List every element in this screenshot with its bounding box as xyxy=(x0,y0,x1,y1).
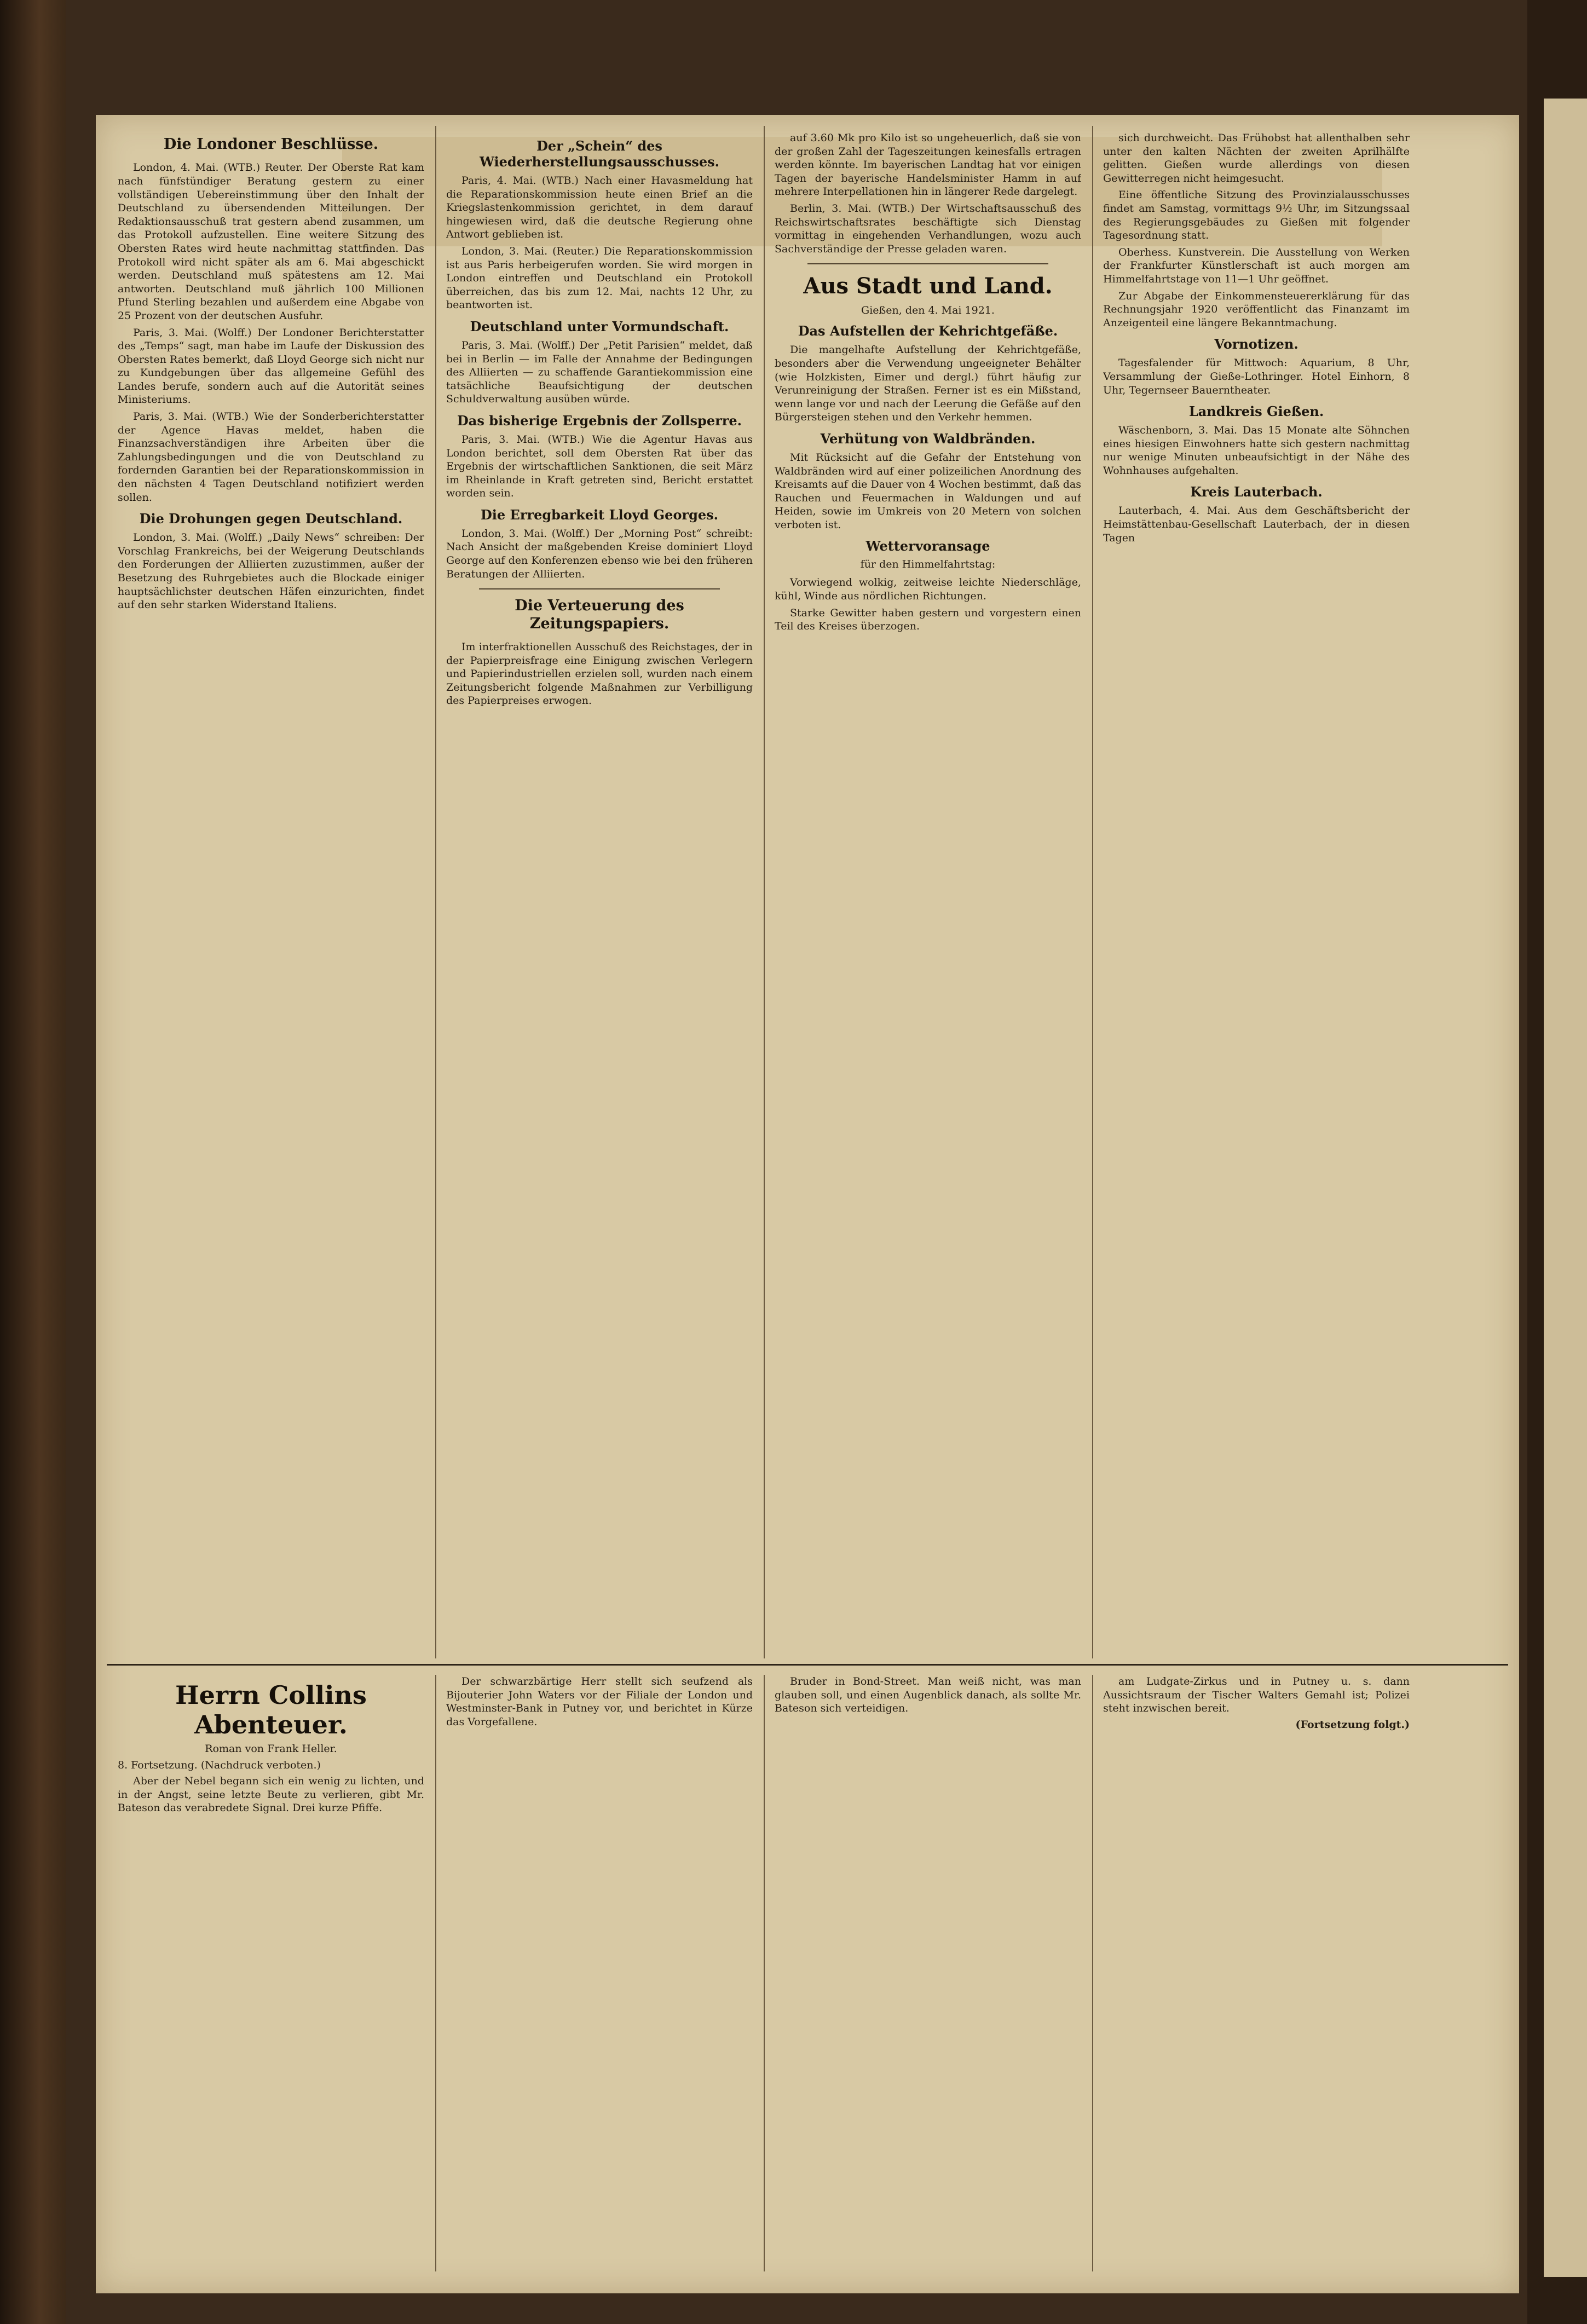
article-heading: Landkreis Gießen. xyxy=(1188,403,1324,420)
article-paragraph: Zur Abgabe der Einkommensteuererklärung für das Rechnungsjahr 1920 veröffentlicht das Finanzamt im Anzeigenteil eine längere Bekanntmachung. xyxy=(1103,290,1410,329)
serial-column-1 xyxy=(118,1675,424,2277)
column-rule xyxy=(435,126,436,1658)
separator-rule xyxy=(479,588,720,589)
column-4 xyxy=(1103,131,1410,1658)
article-paragraph: London, 3. Mai. (Wolff.) „Daily News“ schreiben: Der Vorschlag Frankreichs, bei der Weigerung Deutschlands den Forderungen der Alliierten zuzustimmen, außer der Besetzung des Ruhrgebietes auch die Blockade einiger hauptsächlichster deutschen Häfen einzurichten, findet auf den sehr starken Widerstand Italiens. xyxy=(118,531,424,611)
next-page-strip xyxy=(1544,99,1587,2277)
column-rule xyxy=(1092,1675,1093,2271)
article-heading: Deutschland unter Vormundschaft. xyxy=(470,318,729,334)
dateline: Gießen, den 4. Mai 1921. xyxy=(861,304,995,317)
article-heading: Das Aufstellen der Kehrichtgefäße. xyxy=(798,323,1058,339)
article-heading: Die Drohungen gegen Deutschland. xyxy=(139,511,403,527)
book-spine xyxy=(0,0,66,2324)
serial-meta: 8. Fortsetzung. (Nachdruck verboten.) xyxy=(118,1759,321,1771)
serial-author: Roman von Frank Heller. xyxy=(205,1743,337,1755)
article-paragraph: Mit Rücksicht auf die Gefahr der Entstehung von Waldbränden wird auf einer polizeilichen Anordnung des Kreisamts auf die Dauer von 4 Wochen bestimmt, daß das Rauchen und Feuermachen in Waldungen und auf Heiden, sowie im Umkreis von 20 Metern von solchen verboten ist. xyxy=(775,451,1081,531)
article-heading: Die Erregbarkeit Lloyd Georges. xyxy=(480,506,719,523)
serial-paragraph: am Ludgate-Zirkus und in Putney u. s. dann Aussichtsraum der Tischer Walters Gemahl ist; Polizei steht inzwischen bereit. xyxy=(1103,1675,1410,1715)
article-paragraph: Eine öffentliche Sitzung des Provinzialausschusses findet am Samstag, vormittags 9½ Uhr, im Sitzungssaal des Regierungsgebäudes zu Gießen mit folgender Tagesordnung statt. xyxy=(1103,189,1410,242)
article-paragraph: Paris, 3. Mai. (Wolff.) Der Londoner Berichterstatter des „Temps“ sagt, man habe im Laufe der Diskussion des Obersten Rates bemerkt, daß Lloyd George sich nicht nur zu Kundgebungen über das allgemeine Gefühl des Landes berufe, sondern auch auf die Autorität seines Ministeriums. xyxy=(118,326,424,406)
newspaper-page xyxy=(96,115,1519,2293)
serial-column-2 xyxy=(446,1675,753,2277)
article-heading: Kreis Lauterbach. xyxy=(1190,484,1323,500)
article-paragraph: Die mangelhafte Aufstellung der Kehrichtgefäße, besonders aber die Verwendung ungeeigneter Behälter (wie Holzkisten, Eimer und dergl.) führt häufig zur Verunreinigung der Straßen. Ferner ist es ein Mißstand, wenn lange vor und nach der Leerung die Gefäße auf den Bürgersteigen stehen und den Verkehr hemmen. xyxy=(775,344,1081,424)
article-paragraph: Paris, 4. Mai. (WTB.) Nach einer Havasmeldung hat die Reparationskommission heute einen Brief an die Kriegslastenkommission gerichtet, in dem darauf hingewiesen wird, daß die deutsche Regierung ohne Antwort geblieben ist. xyxy=(446,175,753,241)
continuation-note: (Fortsetzung folgt.) xyxy=(1295,1718,1410,1731)
article-paragraph: London, 3. Mai. (Reuter.) Die Reparationskommission ist aus Paris herbeigerufen worden. Sie wird morgen in London eintreffen und Deutschland ein Protokoll überreichen, das bis zum 12. Mai, nachts 12 Uhr, zu beantworten ist. xyxy=(446,245,753,311)
article-paragraph: Paris, 3. Mai. (Wolff.) Der „Petit Parisien“ meldet, daß bei in Berlin — im Falle der Annahme der Bedingungen des Alliierten — zu schaffende Garantiekommission eine tatsächliche Beaufsichtigung der deutschen Schuldverwaltung ausüben würde. xyxy=(446,339,753,406)
article-heading: Die Londoner Beschlüsse. xyxy=(163,136,379,153)
serial-column-3 xyxy=(775,1675,1081,2277)
article-paragraph: Vorwiegend wolkig, zeitweise leichte Niederschläge, kühl, Winde aus nördlichen Richtungen. xyxy=(775,576,1081,603)
column-2 xyxy=(446,131,753,1658)
article-paragraph: Tagesfalender für Mittwoch: Aquarium, 8 Uhr, Versammlung der Gieße-Lothringer. Hotel Einhorn, 8 Uhr, Tegernseer Bauerntheater. xyxy=(1103,357,1410,396)
article-heading: Wettervoransage xyxy=(865,538,990,554)
article-paragraph: Berlin, 3. Mai. (WTB.) Der Wirtschaftsausschuß des Reichswirtschaftsrates beschäftigte sich Dienstag vormittag in eingehenden Verhandlungen, wozu auch Sachverständige der Presse geladen waren. xyxy=(775,202,1081,255)
article-paragraph: Oberhess. Kunstverein. Die Ausstellung von Werken der Frankfurter Künstlerschaft ist auch morgen am Himmelfahrtstage von 11—1 Uhr geöffnet. xyxy=(1103,246,1410,285)
article-paragraph: Im interfraktionellen Ausschuß des Reichstages, der in der Papierpreisfrage eine Einigung zwischen Verlegern und Papierindustriellen erzielen soll, wurden nach einem Zeitungsbericht folgende Maßnahmen zur Verbilligung des Papierpreises erwogen. xyxy=(446,641,753,707)
article-paragraph: auf 3.60 Mk pro Kilo ist so ungeheuerlich, daß sie von der großen Zahl der Tageszeitungen keinesfalls ertragen werden könnte. Im bayerischen Landtag hat vor einigen Tagen der bayerische Handelsminister Hamm in auf mehrere Interpellationen hin in längerer Rede dargelegt. xyxy=(775,132,1081,198)
subheading: für den Himmelfahrtstag: xyxy=(860,558,996,571)
section-heading: Aus Stadt und Land. xyxy=(803,273,1053,299)
article-paragraph: Wäschenborn, 3. Mai. Das 15 Monate alte Söhnchen eines hiesigen Einwohners hatte sich gestern nachmittag nur wenige Minuten unbeaufsichtigt in der Nähe des Wohnhauses aufgehalten. xyxy=(1103,424,1410,477)
column-rule xyxy=(764,1675,765,2271)
article-paragraph: Lauterbach, 4. Mai. Aus dem Geschäftsbericht der Heimstättenbau-Gesellschaft Lauterbach, der in diesen Tagen xyxy=(1103,505,1410,544)
next-page-edge xyxy=(1527,0,1587,2324)
article-paragraph: London, 4. Mai. (WTB.) Reuter. Der Oberste Rat kam nach fünfstündiger Beratung gestern zu einer vollständigen Uebereinstimmung über den Inhalt der Deutschland zu übersendenden Mitteilungen. Der Redaktionsausschuß trat gestern abend zusammen, um das Protokoll aufzustellen. Eine weitere Sitzung des Obersten Rates wird heute nachmittag stattfinden. Das Protokoll wird nicht später als am 6. Mai abgeschickt werden. Deutschland muß spätestens am 12. Mai antworten. Deutschland muß jährlich 100 Millionen Pfund Sterling bezahlen und außerdem eine Abgabe von 25 Prozent von der deutschen Ausfuhr. xyxy=(118,161,424,322)
separator-rule xyxy=(807,263,1048,264)
column-rule xyxy=(1092,126,1093,1658)
feuilleton-rule xyxy=(107,1664,1508,1666)
serial-title: Herrn Collins Abenteuer. xyxy=(175,1680,367,1739)
article-paragraph: Paris, 3. Mai. (WTB.) Wie die Agentur Havas aus London berichtet, soll dem Obersten Rat über das Ergebnis der wirtschaftlichen Sanktionen, die seit März im Rheinlande in Kraft getreten sind, Bericht erstattet worden sein. xyxy=(446,433,753,500)
serial-paragraph: Aber der Nebel begann sich ein wenig zu lichten, und in der Angst, seine letzte Beute zu verlieren, gibt Mr. Bateson das verabredete Signal. Drei kurze Pfiffe. xyxy=(118,1775,424,1814)
column-rule xyxy=(764,126,765,1658)
article-heading: Vornotizen. xyxy=(1214,336,1299,352)
article-paragraph: Starke Gewitter haben gestern und vorgestern einen Teil des Kreises überzogen. xyxy=(775,606,1081,633)
article-heading: Der „Schein“ des Wiederherstellungsausschusses. xyxy=(480,138,719,170)
article-paragraph: sich durchweicht. Das Frühobst hat allenthalben sehr unter den kalten Nächten der zweiten Aprilhälfte gelitten. Gießen wurde allerdings von diesen Gewitterregen nicht heimgesucht. xyxy=(1103,132,1410,184)
article-paragraph: Paris, 3. Mai. (WTB.) Wie der Sonderberichterstatter der Agence Havas meldet, haben die Finanzsachverständigen ihre Arbeiten über die Zahlungsbedingungen und die von Deutschland zu fordernden Garantien bei der Reparationskommission in den nächsten 4 Tagen Deutschland notifiziert werden sollen. xyxy=(118,411,424,504)
article-heading: Verhütung von Waldbränden. xyxy=(820,430,1036,447)
column-3 xyxy=(775,131,1081,1658)
column-rule xyxy=(435,1675,436,2271)
serial-paragraph: Der schwarzbärtige Herr stellt sich seufzend als Bijouterier John Waters vor der Filiale der London und Westminster-Bank in Putney vor, und berichtet in Kürze das Vorgefallene. xyxy=(446,1675,753,1728)
serial-paragraph: Bruder in Bond-Street. Man weiß nicht, was man glauben soll, und einen Augenblick danach, als sollte Mr. Bateson sich verteidigen. xyxy=(775,1675,1081,1715)
column-1 xyxy=(118,131,424,1658)
article-heading: Die Verteuerung des Zeitungspapiers. xyxy=(515,597,684,632)
serial-column-4 xyxy=(1103,1675,1410,2277)
article-paragraph: London, 3. Mai. (Wolff.) Der „Morning Post“ schreibt: Nach Ansicht der maßgebenden Kreise dominiert Lloyd George auf den Konferenzen ebenso wie bei den früheren Beratungen der Alliierten. xyxy=(446,527,753,580)
article-heading: Das bisherige Ergebnis der Zollsperre. xyxy=(457,412,742,429)
